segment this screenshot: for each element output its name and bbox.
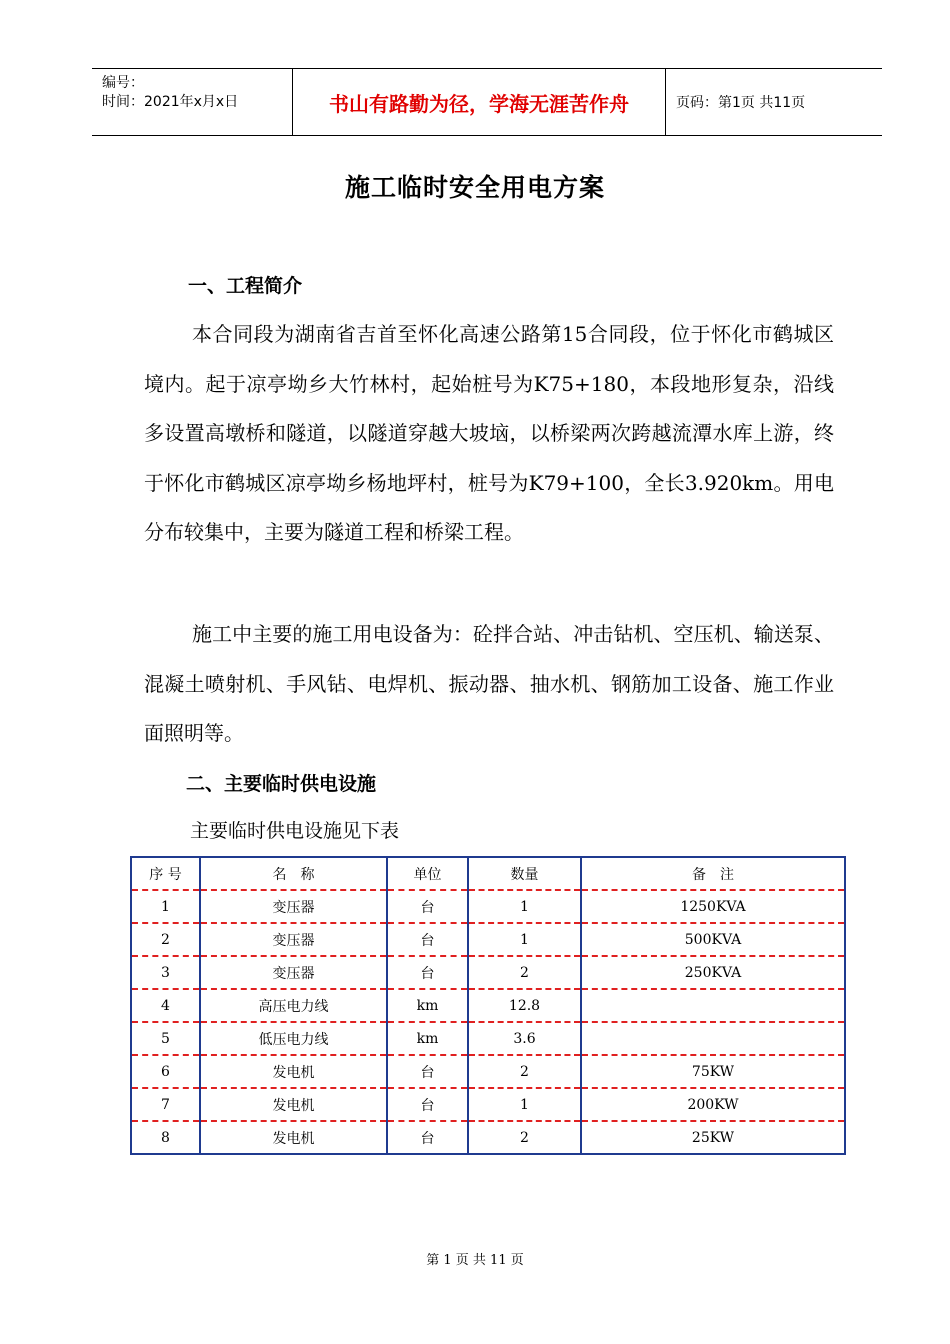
cell-unit: 台 <box>387 1121 468 1154</box>
cell-quantity: 3.6 <box>468 1022 581 1055</box>
cell-remarks: 25KW <box>581 1121 845 1154</box>
cell-quantity: 2 <box>468 1121 581 1154</box>
cell-quantity: 2 <box>468 1055 581 1088</box>
header-quantity: 数量 <box>468 857 581 890</box>
cell-remarks: 1250KVA <box>581 890 845 923</box>
table-row <box>131 890 845 923</box>
section-heading-power-facilities: 二、主要临时供电设施 <box>186 773 377 795</box>
cell-unit: 台 <box>387 890 468 923</box>
header-meta-cell <box>92 69 293 135</box>
table-row <box>131 1022 845 1055</box>
table-row <box>131 956 845 989</box>
document-number-label: 编号： <box>102 75 144 91</box>
cell-remarks: 75KW <box>581 1055 845 1088</box>
table-row <box>131 989 845 1022</box>
header-remarks: 备 注 <box>581 857 845 890</box>
cell-remarks <box>581 989 845 1022</box>
cell-unit: km <box>387 1022 468 1055</box>
table-row <box>131 1055 845 1088</box>
cell-quantity: 1 <box>468 923 581 956</box>
cell-name: 发电机 <box>200 1088 387 1121</box>
cell-name: 高压电力线 <box>200 989 387 1022</box>
cell-quantity: 2 <box>468 956 581 989</box>
equipment-paragraph: 施工中主要的施工用电设备为：砼拌合站、冲击钻机、空压机、输送泵、混凝土喷射机、手风钻、电焊机、振动器、抽水机、钢筋加工设备、施工作业面照明等。 <box>144 622 834 745</box>
cell-remarks <box>581 1022 845 1055</box>
cell-remarks: 500KVA <box>581 923 845 956</box>
cell-remarks: 250KVA <box>581 956 845 989</box>
header-name: 名 称 <box>200 857 387 890</box>
page-header <box>92 68 882 136</box>
cell-seq: 5 <box>131 1022 200 1055</box>
cell-seq: 4 <box>131 989 200 1022</box>
cell-unit: km <box>387 989 468 1022</box>
cell-name: 变压器 <box>200 956 387 989</box>
table-row <box>131 923 845 956</box>
cell-name: 发电机 <box>200 1121 387 1154</box>
cell-name: 变压器 <box>200 923 387 956</box>
cell-remarks: 200KW <box>581 1088 845 1121</box>
power-facilities-table <box>130 856 846 1155</box>
table-caption: 主要临时供电设施见下表 <box>190 820 400 842</box>
overview-paragraph: 本合同段为湖南省吉首至怀化高速公路第15合同段，位于怀化市鹤城区境内。起于凉亭坳乡大竹林村，起始桩号为K75+180，本段地形复杂，沿线多设置高墩桥和隧道，以隧道穿越大坡垴，以桥梁两次跨越流潭水库上游，终于怀化市鹤城区凉亭坳乡杨地坪村，桩号为K79+100，全长3.920km。用电分布较集中，主要为隧道工程和桥梁工程。 <box>144 322 834 544</box>
cell-seq: 1 <box>131 890 200 923</box>
document-time-label: 时间：2021年x月x日 <box>102 94 239 110</box>
cell-name: 变压器 <box>200 890 387 923</box>
table-header-row <box>131 857 845 890</box>
header-motto: 书山有路勤为径，学海无涯苦作舟 <box>293 69 666 135</box>
table-row <box>131 1121 845 1154</box>
header-unit: 单位 <box>387 857 468 890</box>
cell-unit: 台 <box>387 1088 468 1121</box>
cell-name: 发电机 <box>200 1055 387 1088</box>
cell-seq: 2 <box>131 923 200 956</box>
header-seq: 序 号 <box>131 857 200 890</box>
cell-unit: 台 <box>387 923 468 956</box>
page-footer: 第 1 页 共 11 页 <box>426 1253 524 1268</box>
cell-seq: 7 <box>131 1088 200 1121</box>
cell-quantity: 12.8 <box>468 989 581 1022</box>
cell-unit: 台 <box>387 1055 468 1088</box>
cell-quantity: 1 <box>468 890 581 923</box>
cell-name: 低压电力线 <box>200 1022 387 1055</box>
cell-unit: 台 <box>387 956 468 989</box>
document-title: 施工临时安全用电方案 <box>344 173 605 202</box>
cell-seq: 8 <box>161 1129 170 1146</box>
header-page-number: 页码：第1页 共11页 <box>676 95 806 111</box>
cell-seq: 3 <box>131 956 200 989</box>
table-row <box>131 1088 845 1121</box>
cell-quantity: 1 <box>468 1088 581 1121</box>
cell-seq: 6 <box>131 1055 200 1088</box>
section-heading-overview: 一、工程简介 <box>188 275 303 297</box>
